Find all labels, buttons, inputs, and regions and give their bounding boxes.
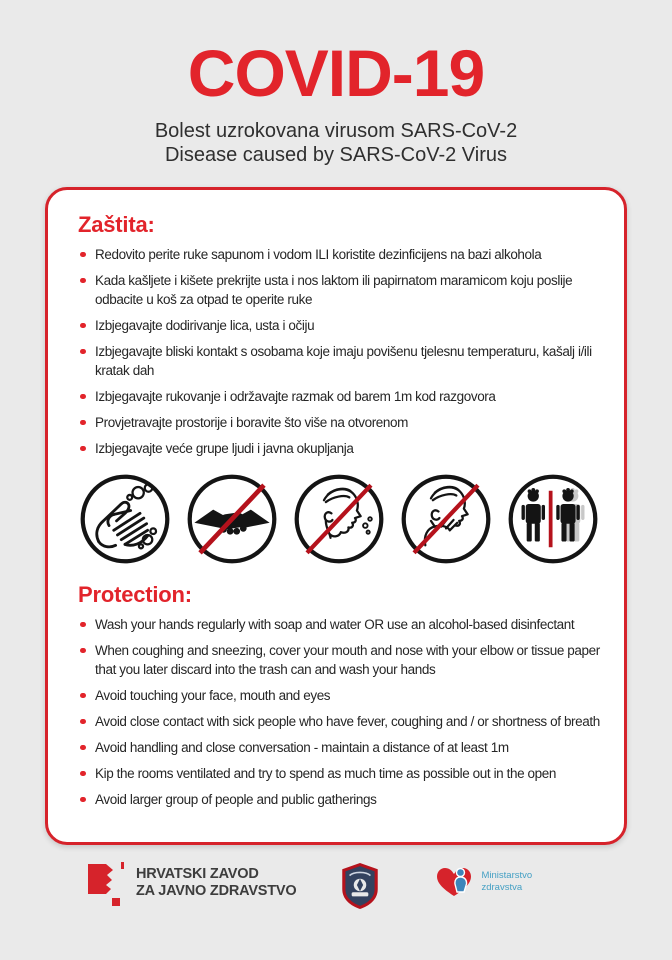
list-item: Izbjegavajte veće grupe ljudi i javna okupljanja xyxy=(78,439,600,458)
wash-hands-svg xyxy=(78,472,172,566)
bullet-list-croatian xyxy=(78,245,600,458)
list-item: Avoid larger group of people and public gatherings xyxy=(78,790,600,809)
no-handshake-icon xyxy=(185,472,279,566)
ministry-name xyxy=(481,870,532,893)
subtitle-croatian: Bolest uzrokovana virusom SARS-CoV-2 xyxy=(154,120,518,143)
hzjz-name-line1: HRVATSKI ZAVOD xyxy=(136,865,259,882)
list-item: When coughing and sneezing, cover your mouth and nose with your elbow or tissue paper that you later discard into the trash can and wash your hands xyxy=(78,641,600,679)
list-item: Izbjegavajte dodirivanje lica, usta i očiju xyxy=(78,316,600,335)
hzjz-name-line2: ZA JAVNO ZDRAVSTVO xyxy=(136,882,297,899)
civil-protection-badge-icon xyxy=(340,861,380,915)
ministry-name-line1: Ministarstvo xyxy=(481,870,533,882)
keep-distance-icon xyxy=(506,472,600,566)
wash-hands-icon xyxy=(78,472,172,566)
no-coughing-sneezing-icon xyxy=(292,472,386,566)
list-item: Kip the rooms ventilated and try to spend as much time as possible out in the open xyxy=(78,764,600,783)
bullet-list-english xyxy=(78,615,600,809)
no-face-touching-icon xyxy=(399,472,493,566)
ministry-logo-block xyxy=(434,861,532,899)
list-item: Izbjegavajte bliski kontakt s osobama koje imaju povišenu tjelesnu temperaturu, kašalj i/ili kratak dah xyxy=(78,342,600,380)
list-item: Avoid touching your face, mouth and eyes xyxy=(78,686,600,705)
hzjz-name xyxy=(136,861,296,900)
ministry-name-line2: zdravstva xyxy=(481,881,523,893)
section-heading-zastita: Zaštita: xyxy=(78,211,155,237)
list-item: Avoid close contact with sick people who have fever, coughing and / or shortness of breath xyxy=(78,712,600,731)
subtitle-english: Disease caused by SARS-CoV-2 Virus xyxy=(164,143,507,166)
no-face-touching-svg xyxy=(399,472,493,566)
list-item: Redovito perite ruke sapunom i vodom ILI koristite dezinficijens na bazi alkohola xyxy=(78,245,600,264)
footer-logos xyxy=(0,845,672,915)
info-card xyxy=(45,187,627,845)
list-item: Kada kašljete i kišete prekrijte usta i nos laktom ili papirnatom maramicom koju poslije odbacite u koš za otpad te operite ruke xyxy=(78,271,600,309)
no-handshake-svg xyxy=(185,472,279,566)
section-heading-protection: Protection: xyxy=(78,581,192,607)
no-coughing-sneezing-svg xyxy=(292,472,386,566)
list-item: Wash your hands regularly with soap and water OR use an alcohol-based disinfectant xyxy=(78,615,600,634)
list-item: Provjetravajte prostorije i boravite što više na otvorenom xyxy=(78,413,600,432)
list-item: Avoid handling and close conversation - maintain a distance of at least 1m xyxy=(78,738,600,757)
civil-protection-badge-svg xyxy=(340,862,380,910)
hzjz-logo-icon xyxy=(88,861,126,907)
hzjz-logo-block xyxy=(88,861,296,907)
keep-distance-svg xyxy=(506,472,600,566)
list-item: Izbjegavajte rukovanje i održavajte razmak od barem 1m kod razgovora xyxy=(78,387,600,406)
ministry-heart-icon xyxy=(434,865,474,899)
poster-header xyxy=(0,0,672,167)
page-title: COVID-19 xyxy=(187,36,485,110)
pictogram-row xyxy=(78,472,600,566)
